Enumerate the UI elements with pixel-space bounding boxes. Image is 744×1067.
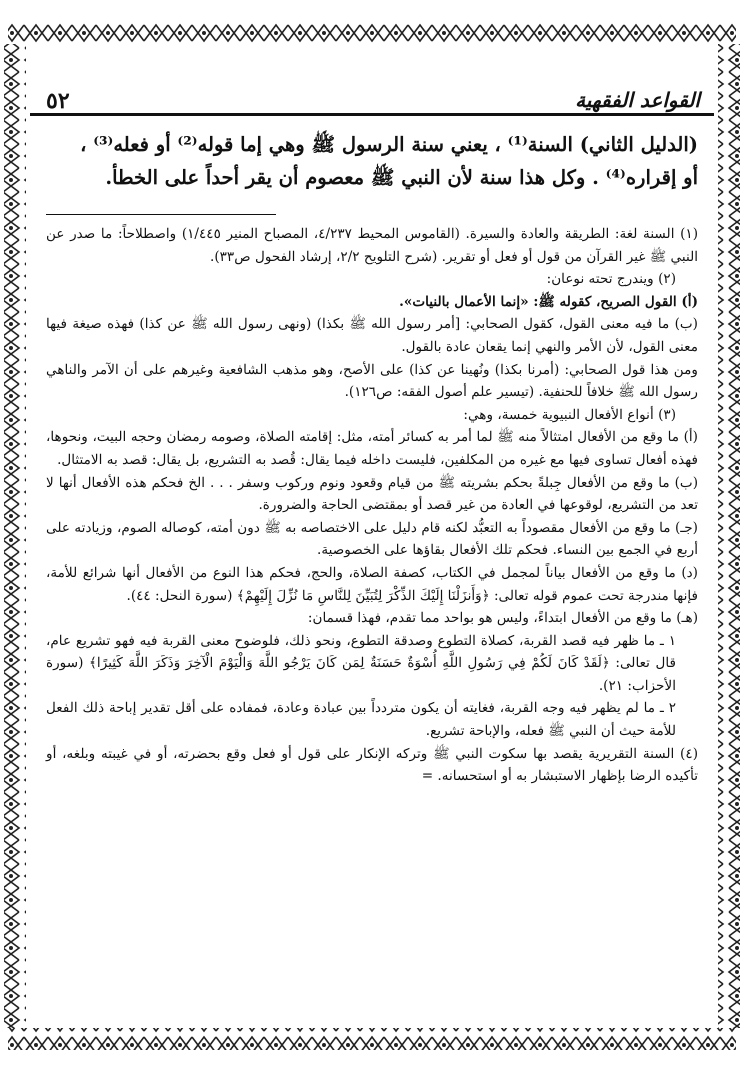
- footnote-3-c: (جـ) ما وقع من الأفعال مقصوداً به التعبُّد لكنه قام دليل على الاختصاصه به ﷺ دون أمته، كوصاله الصوم، وزيادته على أربع في الجمع بين النساء. فحكم تلك الأفعال بقاؤها على الخصوصية.: [46, 519, 698, 559]
- book-title: القواعد الفقهية: [575, 88, 700, 112]
- main-paragraph-line-2: أو إقراره⁽⁴⁾ . وكل هذا سنة لأن النبي ﷺ معصوم أن يقر أحداً على الخطأ.: [105, 166, 698, 189]
- page-content: [46, 128, 698, 788]
- footnote-2-b: (ب) ما فيه معنى القول، كقول الصحابي: [أمر رسول الله ﷺ بكذا) (ونهى رسول الله ﷺ عن كذا) فهذه صيغة فيها معنى القول، لأن الأمر والنهي إنما يقعان عادة بالقول.: [46, 316, 698, 355]
- footnote-2-a: (أ) القول الصريح، كقوله ﷺ: «إنما الأعمال بالنيات».: [399, 293, 698, 310]
- footnote-2-b-cont: ومن هذا قول الصحابي: (أمرنا بكذا) ونُهينا عن كذا) على الأصح، وهو مذهب الشافعية وغيرهم على أن الآمر والناهي رسول الله ﷺ خلافاً للحنفية. (تيسير علم أصول الفقه: ص١٢٦).: [46, 361, 698, 401]
- footnote-separator: [46, 214, 276, 215]
- page-number: ٥٢: [46, 88, 70, 114]
- footnotes: [46, 223, 698, 788]
- main-paragraph-line-1: (الدليل الثاني) السنة⁽¹⁾ ، يعني سنة الرسول ﷺ وهي إما قوله⁽²⁾ أو فعله⁽³⁾ ،: [80, 133, 698, 156]
- header-rule: [30, 113, 714, 116]
- footnote-3-d: (د) ما وقع من الأفعال بياناً لمجمل في الكتاب، كصفة الصلاة، والحج، فحكم هذا النوع من الأفعال أنها شرائع للأمة، فإنها مندرجة تحت عموم قوله تعالى: ﴿وَأَنزَلْنَا إِلَيْكَ الذِّكْرَ لِتُبَيِّنَ لِلنَّاسِ مَا نُزِّلَ إِلَيْهِمْ﴾ (سورة النحل: ٤٤).: [46, 564, 698, 604]
- footnote-3-e: (هـ) ما وقع من الأفعال ابتداءً، وليس هو بواحد مما تقدم، فهذا قسمان:: [307, 610, 698, 627]
- footnote-3-e-2: ٢ ـ ما لم يظهر فيه وجه القربة، فغايته أن يكون متردداً بين عبادة وعادة، فمفاده على أقل تقدير إباحة ذلك الفعل للأمة حيث أن النبي ﷺ فعله، والإباحة تشريع.: [46, 700, 676, 740]
- footnote-2: (٢) ويندرج تحته نوعان:: [546, 271, 676, 288]
- main-text: [46, 128, 698, 194]
- footnote-4: (٤) السنة التقريرية يقصد بها سكوت النبي ﷺ وتركه الإنكار على قول أو فعل وقع بحضرته، أو في غيبته وبلغه، أو تأكيده الرضا بإظهار الاستبشار به أو استحسانه. =: [46, 745, 698, 785]
- footnote-3-a: (أ) ما وقع من الأفعال امتثالاً منه ﷺ لما أمر به كسائر أمته، مثل: إقامته الصلاة، وصومه رمضان وحجه البيت، ونحوها، فهذه أفعال تساوى فيها مع غيره من المكلفين، فليست داخله فيما يقال: قُصد به التشريع، بل يقال: قصد به الامتثال.: [46, 429, 698, 468]
- footnote-3: (٣) أنواع الأفعال النبيوية خمسة، وهي:: [463, 406, 676, 423]
- footnote-3-e-1: ١ ـ ما ظهر فيه قصد القربة، كصلاة التطوع وصدقة التطوع، ونحو ذلك، فلوضوح معنى القربة فيه فهو تشريع عام، قال تعالى: ﴿لَقَدْ كَانَ لَكُمْ فِي رَسُولِ اللَّهِ أُسْوَةٌ حَسَنَةٌ لِمَن كَانَ يَرْجُو اللَّهَ وَالْيَوْمَ الْآخِرَ وَذَكَرَ اللَّهَ كَثِيرًا﴾ (سورة الأحزاب: ٢١).: [46, 632, 676, 694]
- footnote-3-b: (ب) ما وقع من الأفعال جِبلةً بحكم بشريته ﷺ من قيام وقعود ونوم وركوب وسفر . . . الخ فحكم هذه الأفعال أنها لا تعد من التشريع، لوقوعها في العادة من غير قصد أو بمقتضى الحاجة والضرورة.: [46, 474, 698, 514]
- footnote-1: (١) السنة لغة: الطريقة والعادة والسيرة. (القاموس المحيط ٤/٢٣٧، المصباح المنير ١/٤٤٥) واصطلاحاً: ما صدر عن النبي ﷺ غير القرآن من قول أو فعل أو تقرير. (شرح التلويح ٢/٢، إرشاد الفحول ص٣٣).: [46, 226, 699, 265]
- page-header: [30, 86, 714, 116]
